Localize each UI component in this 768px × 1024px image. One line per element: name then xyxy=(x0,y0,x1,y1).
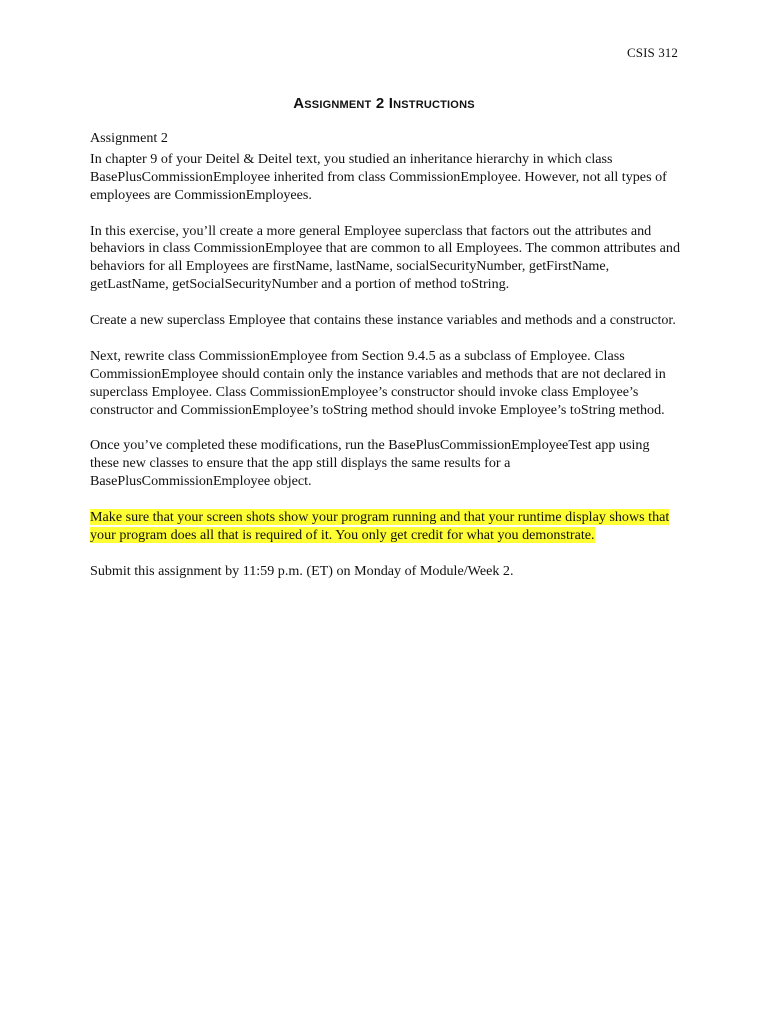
course-code-header: CSIS 312 xyxy=(626,45,678,60)
paragraph-rewrite-subclass: Next, rewrite class CommissionEmployee from Section 9.4.5 as a subclass of Employee. Class CommissionEmployee should contain only the instance variables and methods that are not declared in superclass Employee. Class CommissionEmployee’s constructor should invoke class Employee’s constructor and CommissionEmployee’s toString method should invoke Employee’s toString method. xyxy=(90,347,666,418)
document-title: Assignment 2 Instructions xyxy=(293,95,475,112)
highlighted-text: Make sure that your screen shots show your program running and that your runtime display shows that your program does all that is required of it. You only get credit for what you demonstrate. xyxy=(90,508,670,543)
paragraph-create-superclass: Create a new superclass Employee that contains these instance variables and methods and a constructor. xyxy=(90,312,676,329)
paragraph-employee-superclass: In this exercise, you’ll create a more general Employee superclass that factors out the attributes and behaviors in class CommissionEmployee that are common to all Employees. The common attributes and behaviors for all Employees are firstName, lastName, socialSecurityNumber, getFirstName, getLastName, getSocialSecurityNumber and a portion of method toString. xyxy=(90,222,680,293)
document-body xyxy=(90,130,680,581)
paragraph-intro: In chapter 9 of your Deitel & Deitel text, you studied an inheritance hierarchy in which class BasePlusCommissionEmployee inherited from class CommissionEmployee. However, not all types of employees are CommissionEmployees. xyxy=(90,150,667,203)
assignment-subtitle: Assignment 2 xyxy=(90,130,168,146)
paragraph-run-test-app: Once you’ve completed these modifications, run the BasePlusCommissionEmployeeTest app using these new classes to ensure that the app still displays the same results for a BasePlusCommissionEmployee object. xyxy=(90,437,650,490)
paragraph-submission-deadline: Submit this assignment by 11:59 p.m. (ET) on Monday of Module/Week 2. xyxy=(90,562,514,579)
paragraph-screenshot-requirement xyxy=(90,509,680,545)
